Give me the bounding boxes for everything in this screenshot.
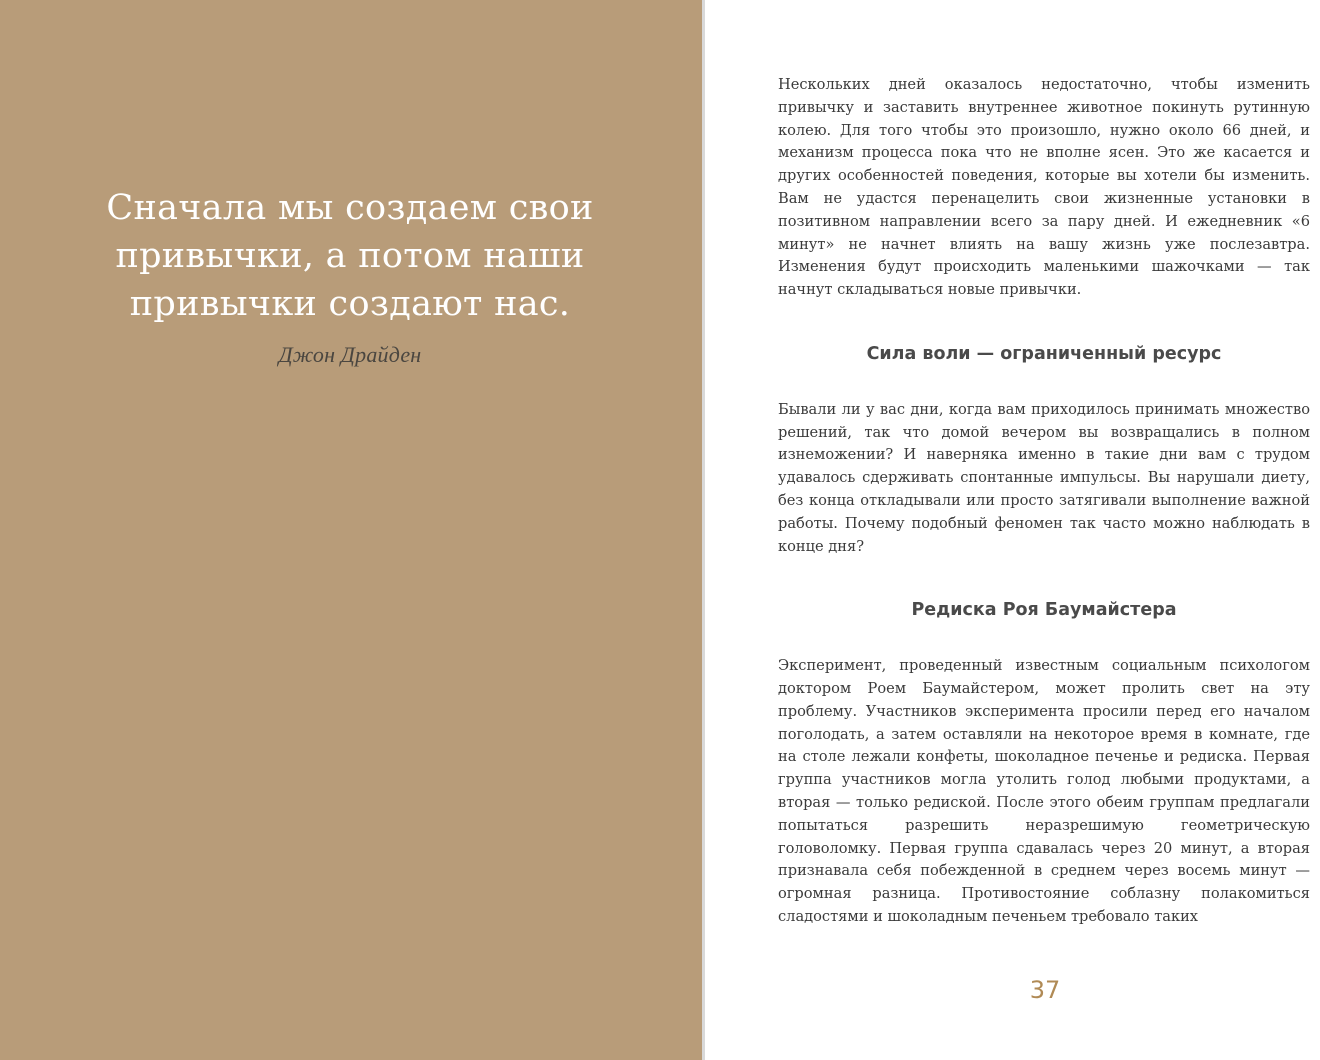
epigraph-author: Джон Драйден: [278, 342, 422, 367]
section-heading: Редиска Роя Баумайстера: [911, 600, 1177, 621]
quote-line: Сначала мы создаем свои: [106, 188, 594, 228]
paragraph: Нескольких дней оказалось недостаточно, чтобы изменить привычку и заставить внутреннее животное покинуть рутинную колею. Для того чтобы это произошло, нужно около 66 дней, и механизм процесса пока что не вполне ясен. Это же касается и других особенностей поведения, которые вы хотели бы изменить. Вам не удастся перенацелить свои жизненные установки в позитивном направлении всего за пару дней. И ежедневник «6 минут» не начнет влиять на вашу жизнь уже послезавтра. Изменения будут происходить маленькими шажочками — так начнут складываться новые привычки.: [778, 76, 1310, 299]
page-number: 37: [1029, 976, 1061, 1004]
epigraph: [40, 184, 660, 368]
text-page: [705, 0, 1320, 1060]
quote-line: привычки, а потом наши: [115, 236, 585, 276]
section-heading: Сила воли — ограниченный ресурс: [866, 343, 1222, 364]
page-body: [778, 74, 1310, 929]
paragraph: Эксперимент, проведенный известным социальным психологом доктором Роем Баумайстером, может пролить свет на эту проблему. Участников эксперимента просили перед его началом поголодать, а затем оставляли на некоторое время в комнате, где на столе лежали конфеты, шоколадное печенье и редиска. Первая группа участников могла утолить голод любыми продуктами, а вторая — только редиской. После этого обеим группам предлагали попытаться разрешить неразрешимую геометрическую головоломку. Первая группа сдавалась через 20 минут, а вторая признавала себя побежденной в среднем через восемь минут — огромная разница. Противостояние соблазну полакомиться сладостями и шоколадным печеньем требовало таких: [778, 657, 1310, 925]
epigraph-quote: [40, 184, 660, 328]
paragraph: Бывали ли у вас дни, когда вам приходилось принимать множество решений, так что домой вечером вы возвращались в полном изнеможении? И наверняка именно в такие дни вам с трудом удавалось сдерживать спонтанные импульсы. Вы нарушали диету, без конца откладывали или просто затягивали выполнение важной работы. Почему подобный феномен так часто можно наблюдать в конце дня?: [778, 400, 1310, 555]
quote-line: привычки создают нас.: [129, 284, 571, 324]
